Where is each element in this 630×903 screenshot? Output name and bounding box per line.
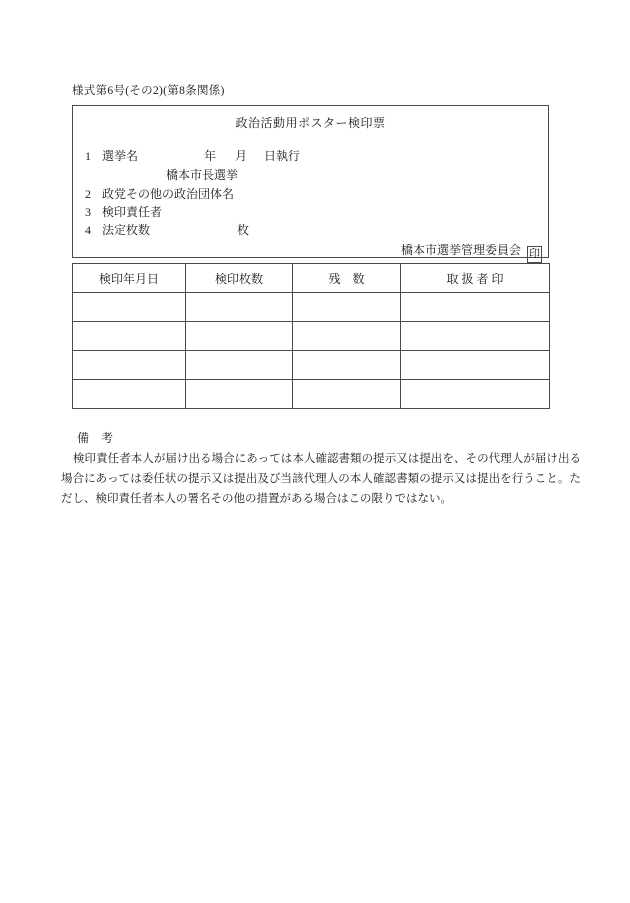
table-cell: [186, 380, 293, 409]
table-cell: [73, 380, 186, 409]
table-cell: [73, 351, 186, 380]
month-label: 月: [235, 149, 248, 163]
field-legal-count: [85, 224, 548, 237]
table-row: [73, 293, 550, 322]
form-number-label: 様式第6号(その2)(第8条関係): [72, 85, 225, 97]
table-row: [73, 351, 550, 380]
year-label: 年: [204, 149, 217, 163]
committee-name: 橋本市選挙管理委員会: [400, 243, 521, 257]
committee-line: [401, 242, 542, 263]
field-political-party: [85, 188, 548, 201]
inspection-table: [72, 263, 550, 409]
header-seal-count: 検印枚数: [186, 264, 293, 293]
notes-heading: 備 考: [77, 431, 114, 445]
header-seal-date: 検印年月日: [73, 264, 186, 293]
day-execution-label: 日執行: [264, 149, 301, 163]
item-number: 1: [85, 149, 91, 163]
table-cell: [186, 351, 293, 380]
table-cell: [401, 380, 550, 409]
header-remaining: 残 数: [293, 264, 401, 293]
document-title: 政治活動用ポスター検印票: [235, 116, 386, 130]
item-number: 3: [85, 205, 91, 219]
inspection-table-body: [73, 293, 550, 409]
sheets-unit-label: 枚: [237, 223, 250, 237]
field-election-name: [85, 150, 548, 163]
header-handler-seal: 取 扱 者 印: [401, 264, 550, 293]
table-header-row: [73, 264, 550, 293]
item-number: 2: [85, 187, 91, 201]
table-cell: [401, 351, 550, 380]
notes-section: [61, 429, 581, 509]
table-row: [73, 322, 550, 351]
notes-body: 検印責任者本人が届け出る場合にあっては本人確認書類の提示又は提出を、その代理人が届け出る場合にあっては委任状の提示又は提出及び当該代理人の本人確認書類の提示又は提出を行うこと。ただし、検印責任者本人の署名その他の措置がある場合はこの限りではない。: [61, 453, 581, 505]
table-cell: [73, 322, 186, 351]
table-cell: [293, 293, 401, 322]
table-cell: [401, 293, 550, 322]
field-label: 政党その他の政治団体名: [102, 187, 235, 201]
seal-placeholder: 印: [527, 246, 542, 263]
header-box: [72, 105, 549, 258]
table-row: [73, 380, 550, 409]
field-label: 検印責任者: [102, 205, 163, 219]
field-label: 選挙名: [102, 149, 139, 163]
item-number: 4: [85, 223, 91, 237]
table-cell: [293, 380, 401, 409]
field-seal-manager: [85, 206, 548, 219]
table-cell: [73, 293, 186, 322]
table-cell: [401, 322, 550, 351]
election-name-value: 橋本市長選挙: [166, 168, 239, 182]
field-label: 法定枚数: [102, 223, 151, 237]
table-cell: [186, 322, 293, 351]
table-cell: [186, 293, 293, 322]
table-cell: [293, 322, 401, 351]
table-cell: [293, 351, 401, 380]
